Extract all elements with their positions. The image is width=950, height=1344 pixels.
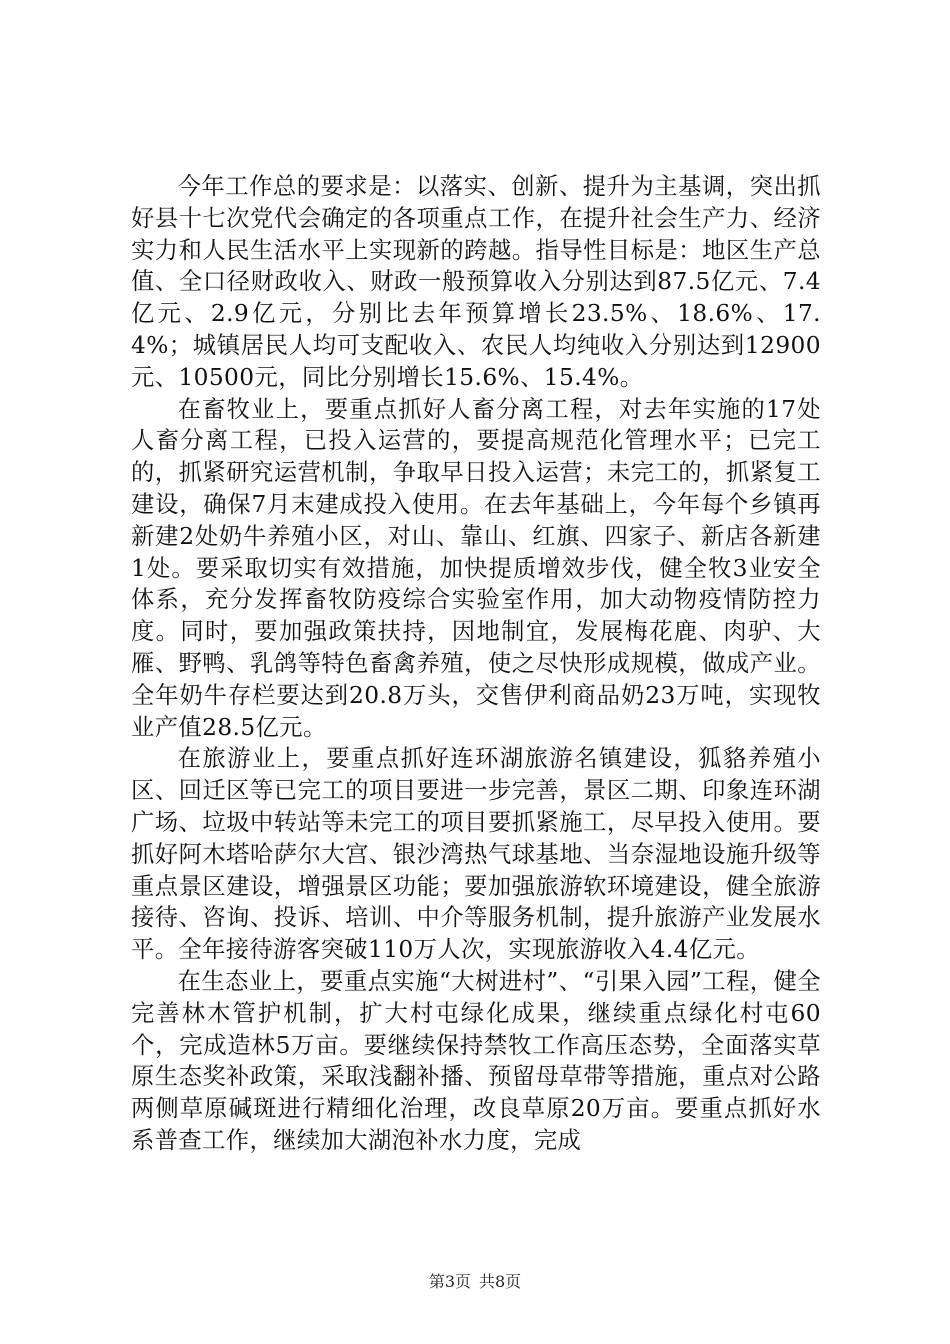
paragraph-overall-goals: 今年工作总的要求是：以落实、创新、提升为主基调，突出抓好县十七次党代会确定的各项重点工作，在提升社会生产力、经济实力和人民生活水平上实现新的跨越。指导性目标是：地区生产总值、全口径财政收入、财政一般预算收入分别达到87.5亿元、7.4亿元、2.9亿元，分别比去年预算增长23.5%、18.6%、17.4%；城镇居民人均可支配收入、农民人均纯收入分别达到12900元、10500元，同比分别增长15.6%、15.4%。 — [131, 173, 821, 391]
page-number: 第3页 — [428, 1272, 471, 1291]
page-total: 共8页 — [479, 1272, 522, 1291]
paragraph-ecology: 在生态业上，要重点实施“大树进村”、“引果入园”工程，健全完善林木管护机制，扩大村屯绿化成果，继续重点绿化村屯60个，完成造林5万亩。要继续保持禁牧工作高压态势，全面落实草原生态奖补政策，采取浅翻补播、预留母草带等措施，重点对公路两侧草原碱斑进行精细化治理，改良草原20万亩。要重点抓好水系普查工作，继续加大湖泡补水力度，完成 — [131, 967, 821, 1154]
document-body — [131, 171, 821, 1157]
page-footer — [0, 1272, 950, 1292]
paragraph-tourism: 在旅游业上，要重点抓好连环湖旅游名镇建设，狐貉养殖小区、回迁区等已完工的项目要进一步完善，景区二期、印象连环湖广场、垃圾中转站等未完工的项目要抓紧施工，尽早投入使用。要抓好阿木塔哈萨尔大宫、银沙湾热气球基地、当奈湿地设施升级等重点景区建设，增强景区功能；要加强旅游软环境建设，健全旅游接待、咨询、投诉、培训、中介等服务机制，提升旅游产业发展水平。全年接待游客突破110万人次，实现旅游收入4.4亿元。 — [131, 745, 821, 964]
paragraph-animal-husbandry: 在畜牧业上，要重点抓好人畜分离工程，对去年实施的17处人畜分离工程，已投入运营的，要提高规范化管理水平；已完工的，抓紧研究运营机制，争取早日投入运营；未完工的，抓紧复工建设，确保7月末建成投入使用。在去年基础上，今年每个乡镇再新建2处奶牛养殖小区，对山、靠山、红旗、四家子、新店各新建1处。要采取切实有效措施，加快提质增效步伐，健全牧3业安全体系，充分发挥畜牧防疫综合实验室作用，加大动物疫情防控力度。同时，要加强政策扶持，因地制宜，发展梅花鹿、肉驴、大雁、野鸭、乳鸽等特色畜禽养殖，使之尽快形成规模，做成产业。全年奶牛存栏要达到20.8万头，交售伊利商品奶23万吨，实现牧业产值28.5亿元。 — [131, 395, 821, 741]
